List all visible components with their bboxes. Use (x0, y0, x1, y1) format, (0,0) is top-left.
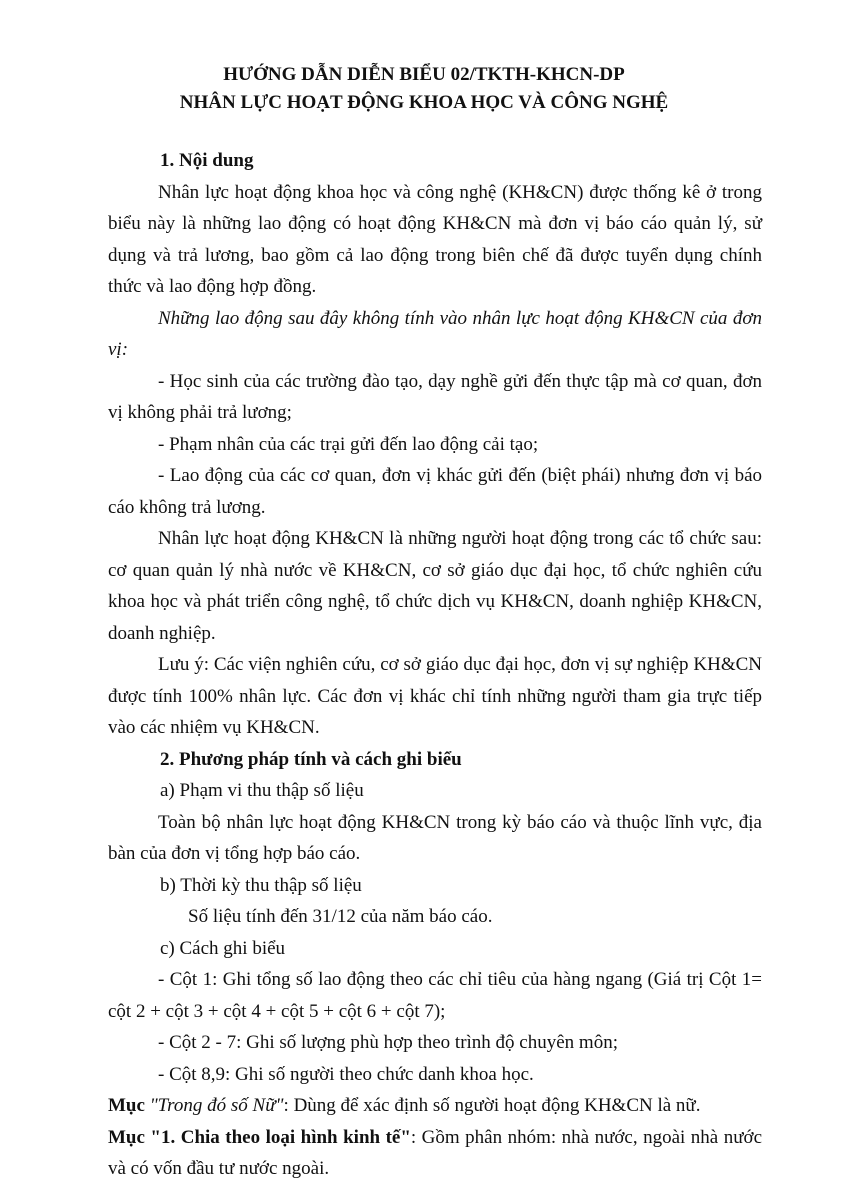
section1-para1: Nhân lực hoạt động khoa học và công nghệ (KH&CN) được thống kê ở trong biểu này là những lao động có hoạt động KH&CN mà đơn vị báo cáo quản lý, sử dụng và trả lương, bao gồm cả lao động trong biên chế đã được tuyển dụng chính thức và lao động hợp đồng. (108, 181, 762, 297)
section2-a-label: a) Phạm vi thu thập số liệu (160, 780, 364, 801)
muc1-bold: Mục (108, 1095, 150, 1116)
muc2-rest: : Gồm phân nhóm: nhà nước, ngoài nhà nước và có vốn đầu tư nước ngoài. (108, 1126, 763, 1179)
section1-para4: Lưu ý: Các viện nghiên cứu, cơ sở giáo dục đại học, đơn vị sự nghiệp KH&CN được tính 100% nhân lực. Các đơn vị khác chỉ tính những người tham gia trực tiếp vào các nhiệm vụ KH&CN. (108, 654, 762, 738)
section2-c-dash2: - Cột 2 - 7: Ghi số lượng phù hợp theo trình độ chuyên môn; (158, 1032, 618, 1053)
document-title-line2: NHÂN LỰC HOẠT ĐỘNG KHOA HỌC VÀ CÔNG NGHỆ (179, 92, 669, 113)
muc1-rest: : Dùng để xác định số người hoạt động KH&CN là nữ. (283, 1095, 701, 1116)
section2-c-dash3: - Cột 8,9: Ghi số người theo chức danh khoa học. (158, 1063, 534, 1085)
section2-b-label: b) Thời kỳ thu thập số liệu (160, 874, 362, 896)
section1-para2: Những lao động sau đây không tính vào nhân lực hoạt động KH&CN của đơn vị: (108, 307, 762, 360)
section2-c-label: c) Cách ghi biểu (160, 937, 286, 959)
muc2-bold: Mục "1. Chia theo loại hình kinh tế" (108, 1126, 411, 1148)
section1-para3: Nhân lực hoạt động KH&CN là những người hoạt động trong các tổ chức sau: cơ quan quản lý nhà nước về KH&CN, cơ sở giáo dục đại học, tổ chức nghiên cứu khoa học và phát triển công nghệ, tổ chức dịch vụ KH&CN, doanh nghiệp KH&CN, doanh nghiệp. (108, 528, 762, 644)
section1-dash2: - Phạm nhân của các trại gửi đến lao động cải tạo; (158, 433, 539, 455)
document-body (108, 145, 762, 1185)
section2-b-text: Số liệu tính đến 31/12 của năm báo cáo. (188, 906, 493, 927)
muc1-italic: "Trong đó số Nữ" (149, 1095, 284, 1116)
muc-trong-do-so-nu (108, 1090, 762, 1122)
section1-heading: 1. Nội dung (160, 150, 254, 171)
section2-heading: 2. Phương pháp tính và cách ghi biểu (160, 748, 462, 770)
section2-a-text: Toàn bộ nhân lực hoạt động KH&CN trong kỳ báo cáo và thuộc lĩnh vực, địa bàn của đơn vị tổng hợp báo cáo. (108, 811, 762, 864)
section1-dash1: - Học sinh của các trường đào tạo, dạy nghề gửi đến thực tập mà cơ quan, đơn vị không phải trả lương; (108, 370, 762, 423)
muc-chia-theo-loai-hinh (108, 1122, 762, 1185)
document-title-line1: HƯỚNG DẪN DIỄN BIỂU 02/TKTH-KHCN-DP (223, 64, 625, 85)
section1-dash3: - Lao động của các cơ quan, đơn vị khác gửi đến (biệt phái) nhưng đơn vị báo cáo không trả lương. (108, 465, 762, 518)
section2-c-dash1: - Cột 1: Ghi tổng số lao động theo các chỉ tiêu của hàng ngang (Giá trị Cột 1= cột 2 + cột 3 + cột 4 + cột 5 + cột 6 + cột 7); (108, 969, 762, 1022)
